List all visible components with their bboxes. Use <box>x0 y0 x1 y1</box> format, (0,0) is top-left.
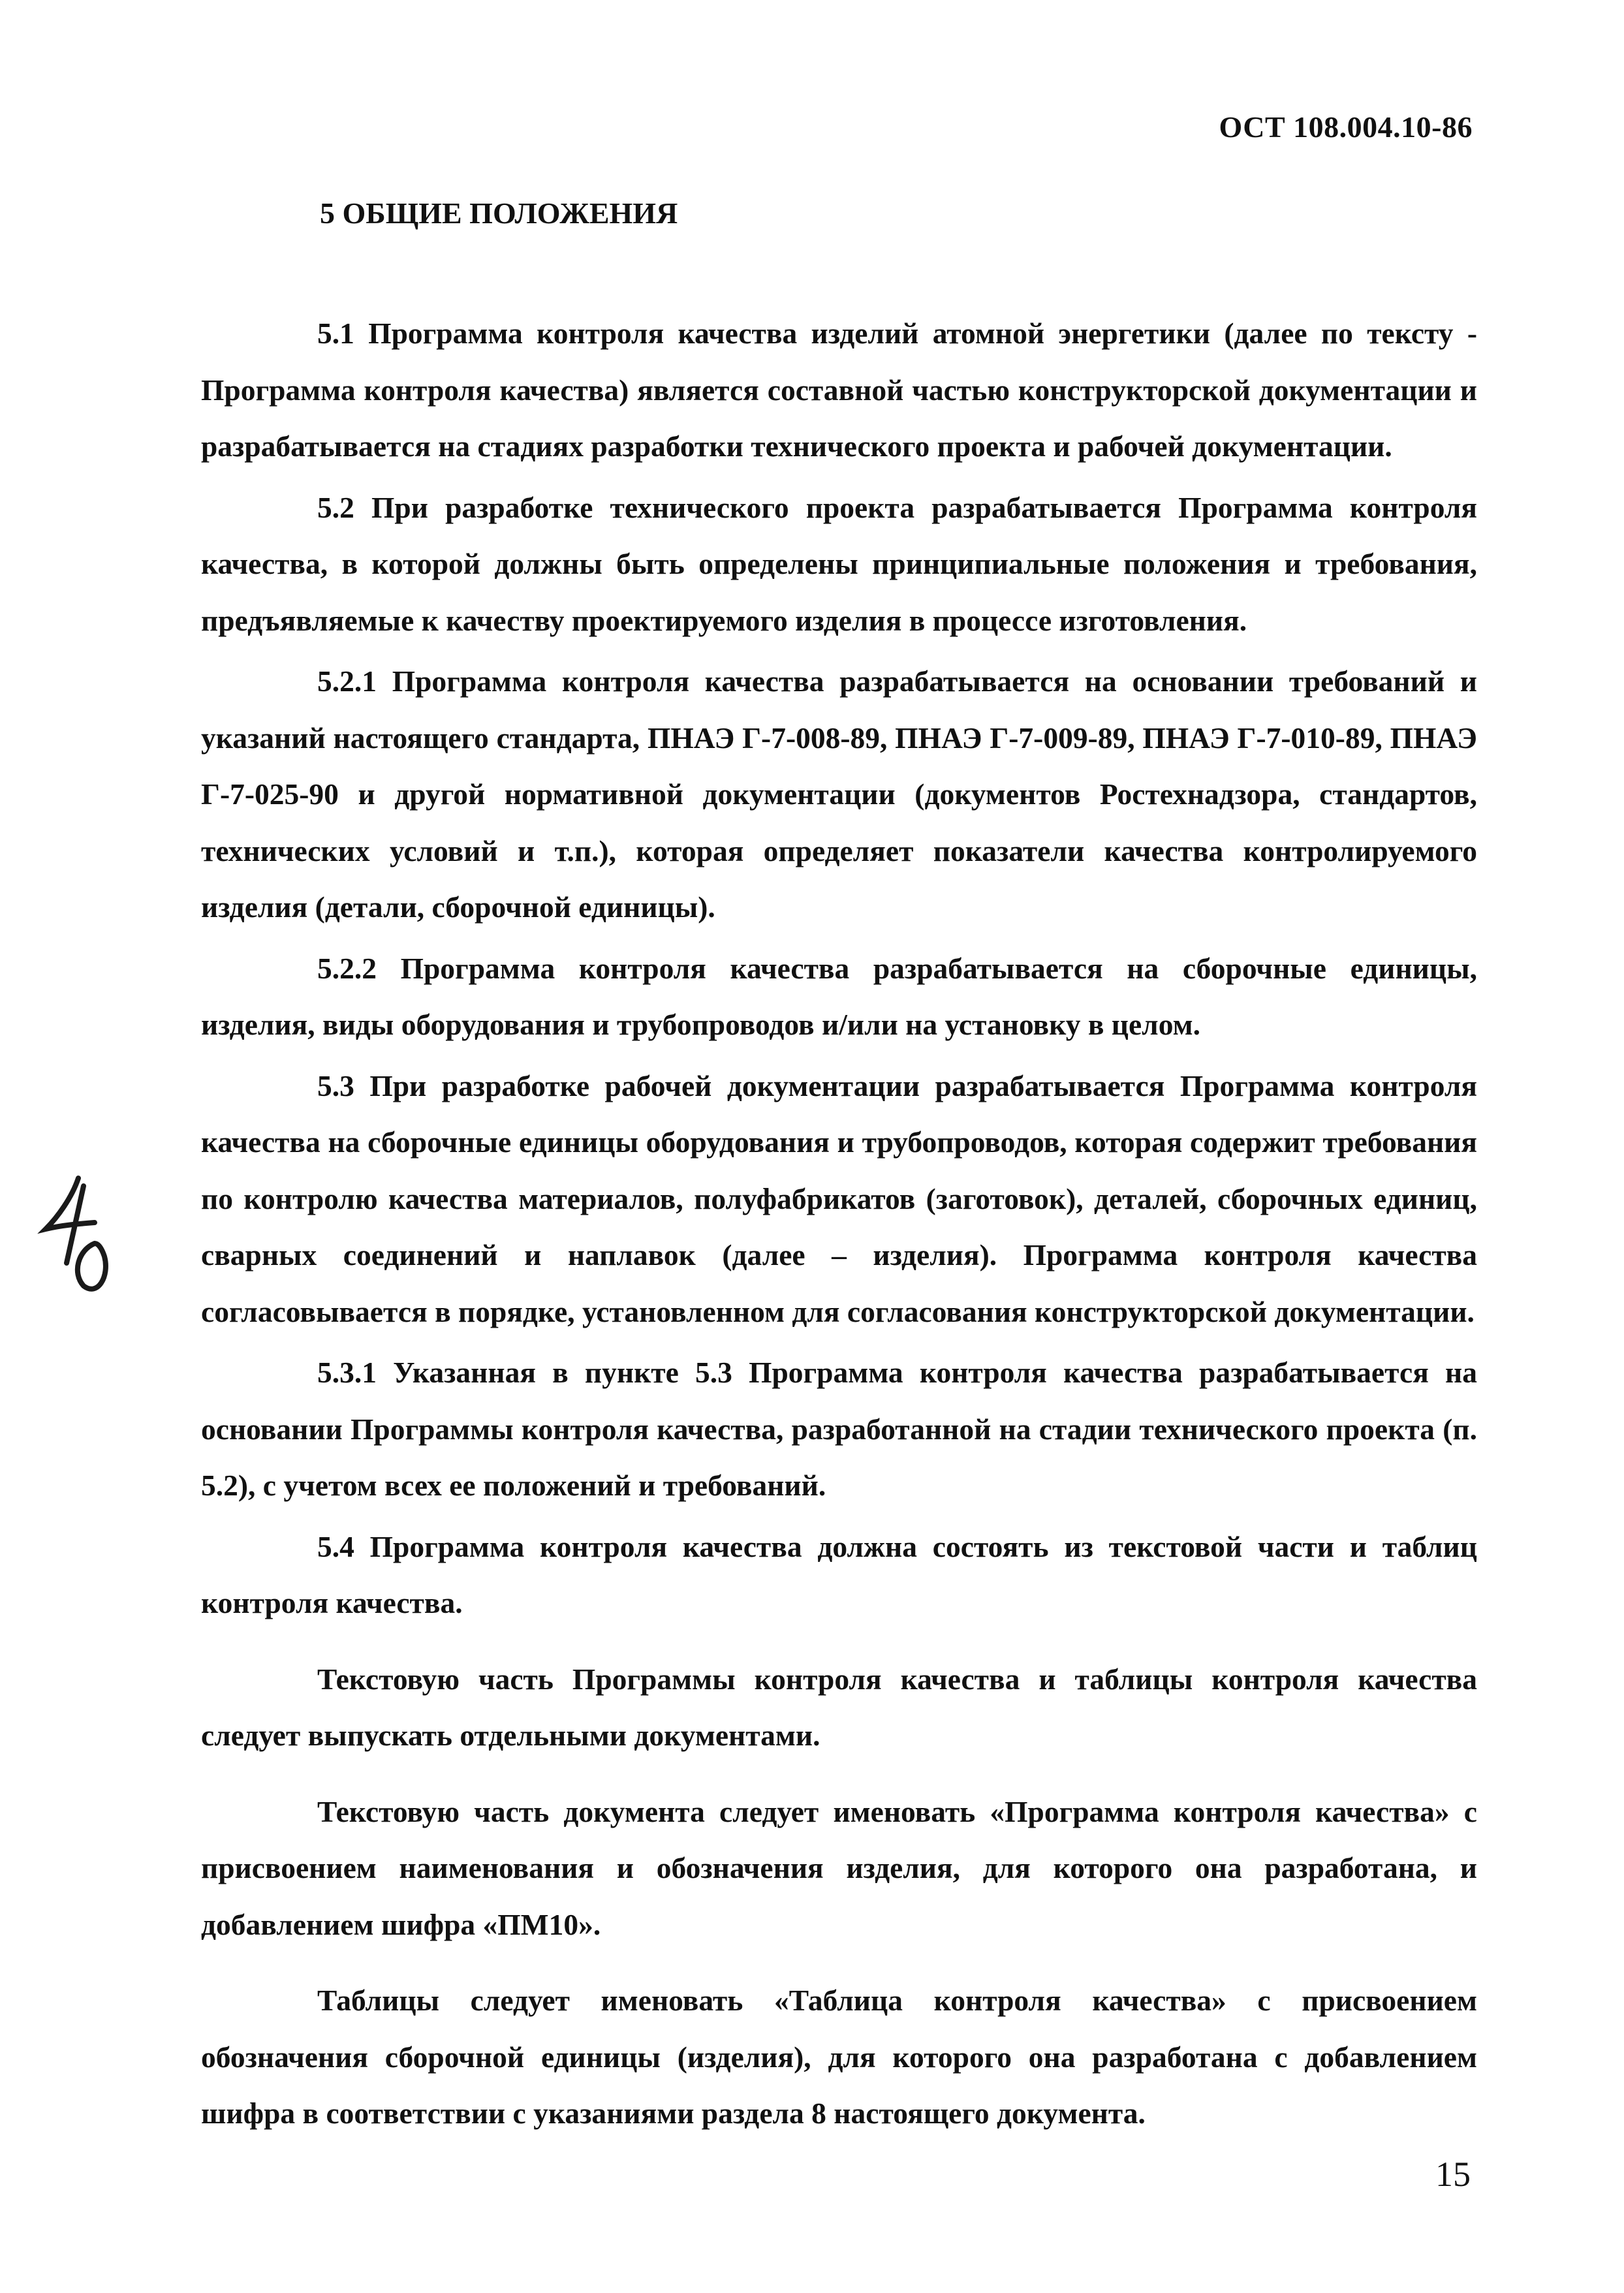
section-title: 5 ОБЩИЕ ПОЛОЖЕНИЯ <box>320 196 678 230</box>
paragraph-text-part: Текстовую часть Программы контроля качества и таблицы контроля качества следует выпускать отдельными документами. <box>201 1662 1477 1752</box>
paragraph-tables-naming: Таблицы следует именовать «Таблица контроля качества» с присвоением обозначения сборочной единицы (изделия), для которого она разработана с добавлением шифра в соответствии с указаниями раздела 8 настоящего документа. <box>201 1984 1477 2130</box>
document-body <box>201 305 1477 2142</box>
paragraph-5-2-1: 5.2.1 Программа контроля качества разрабатывается на основании требований и указаний настоящего стандарта, ПНАЭ Г-7-008-89, ПНАЭ Г-7-009-89, ПНАЭ Г-7-010-89, ПНАЭ Г-7-025-90 и другой нормативной документации (документов Ростехнадзора, стандартов, технических условий и т.п.), которая определяет показатели качества контролируемого изделия (детали, сборочной единицы). <box>201 664 1477 924</box>
paragraph-5-3-1: 5.3.1 Указанная в пункте 5.3 Программа контроля качества разрабатывается на основании Программы контроля качества, разработанной на стадии технического проекта (п. 5.2), с учетом всех ее положений и требований. <box>201 1356 1477 1502</box>
paragraph-5-4: 5.4 Программа контроля качества должна состоять из текстовой части и таблиц контроля качества. <box>201 1529 1477 1619</box>
paragraph-text-part-naming: Текстовую часть документа следует именовать «Программа контроля качества» с присвоением наименования и обозначения изделия, для которого она разработана, и добавлением шифра «ПМ10». <box>201 1794 1477 1941</box>
document-code: ОСТ 108.004.10-86 <box>1219 110 1473 144</box>
paragraph-5-1: 5.1 Программа контроля качества изделий атомной энергетики (далее по тексту - Программа контроля качества) является составной частью конструкторской документации и разрабатывается на стадиях разработки технического проекта и рабочей документации. <box>201 317 1477 463</box>
paragraph-5-2: 5.2 При разработке технического проекта разрабатывается Программа контроля качества, в которой должны быть определены принципиальные положения и требования, предъявляемые к качеству проектируемого изделия в процессе изготовления. <box>201 490 1477 637</box>
paragraph-5-3: 5.3 При разработке рабочей документации разрабатывается Программа контроля качества на сборочные единицы оборудования и трубопроводов, которая содержит требования по контролю качества материалов, полуфабрикатов (заготовок), деталей, сборочных единиц, сварных соединений и наплавок (далее – изделия). Программа контроля качества согласовывается в порядке, установленном для согласования конструкторской документации. <box>201 1069 1477 1328</box>
handwritten-margin-note <box>33 1152 117 1302</box>
paragraph-5-2-2: 5.2.2 Программа контроля качества разрабатывается на сборочные единицы, изделия, виды оборудования и трубопроводов и/или на установку в целом. <box>201 951 1477 1041</box>
page-number: 15 <box>1435 2155 1471 2194</box>
